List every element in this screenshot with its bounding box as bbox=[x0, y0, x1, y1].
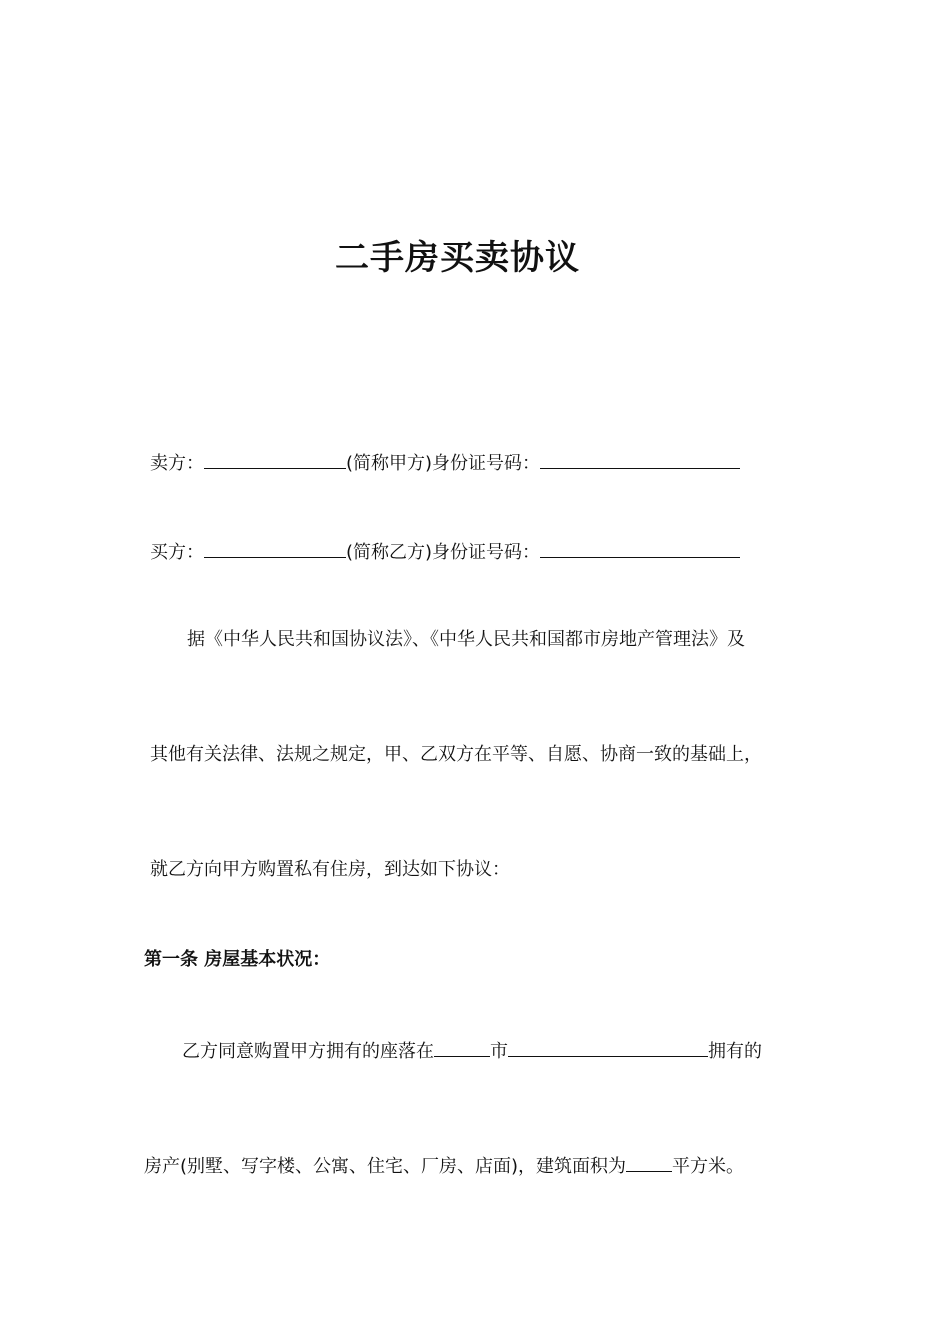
paragraph-line-3: 就乙方向甲方购置私有住房，到达如下协议： bbox=[150, 859, 510, 880]
buyer-label: 买方： bbox=[150, 542, 204, 563]
article-1-text-a: 乙方同意购置甲方拥有的座落在 bbox=[182, 1041, 434, 1062]
paragraph-line-2: 其他有关法律、法规之规定，甲、乙双方在平等、自愿、协商一致的基础上， bbox=[150, 744, 762, 765]
buyer-id-blank bbox=[540, 539, 740, 558]
seller-name-blank bbox=[204, 450, 346, 469]
buyer-id-label: (简称乙方)身份证号码： bbox=[346, 542, 541, 563]
article-1-line-1 bbox=[182, 1038, 762, 1064]
area-blank bbox=[626, 1153, 672, 1172]
seller-label: 卖方： bbox=[150, 453, 204, 474]
address-blank bbox=[508, 1038, 708, 1057]
article-1-text-e: 平方米。 bbox=[672, 1156, 745, 1177]
seller-id-label: (简称甲方)身份证号码： bbox=[346, 453, 541, 474]
seller-id-blank bbox=[540, 450, 740, 469]
page-title: 二手房买卖协议 bbox=[335, 238, 580, 278]
seller-line bbox=[150, 450, 740, 476]
article-1-text-c: 拥有的 bbox=[708, 1041, 762, 1062]
article-1-heading: 第一条 房屋基本状况： bbox=[144, 949, 331, 970]
buyer-name-blank bbox=[204, 539, 346, 558]
article-1-text-b: 市 bbox=[490, 1041, 508, 1062]
article-1-line-2 bbox=[144, 1153, 744, 1179]
paragraph-line-1: 据《中华人民共和国协议法》、《中华人民共和国都市房地产管理法》及 bbox=[187, 629, 745, 650]
city-blank bbox=[434, 1038, 490, 1057]
buyer-line bbox=[150, 539, 740, 565]
article-1-text-d: 房产(别墅、写字楼、公寓、住宅、厂房、店面)，建筑面积为 bbox=[144, 1156, 627, 1177]
